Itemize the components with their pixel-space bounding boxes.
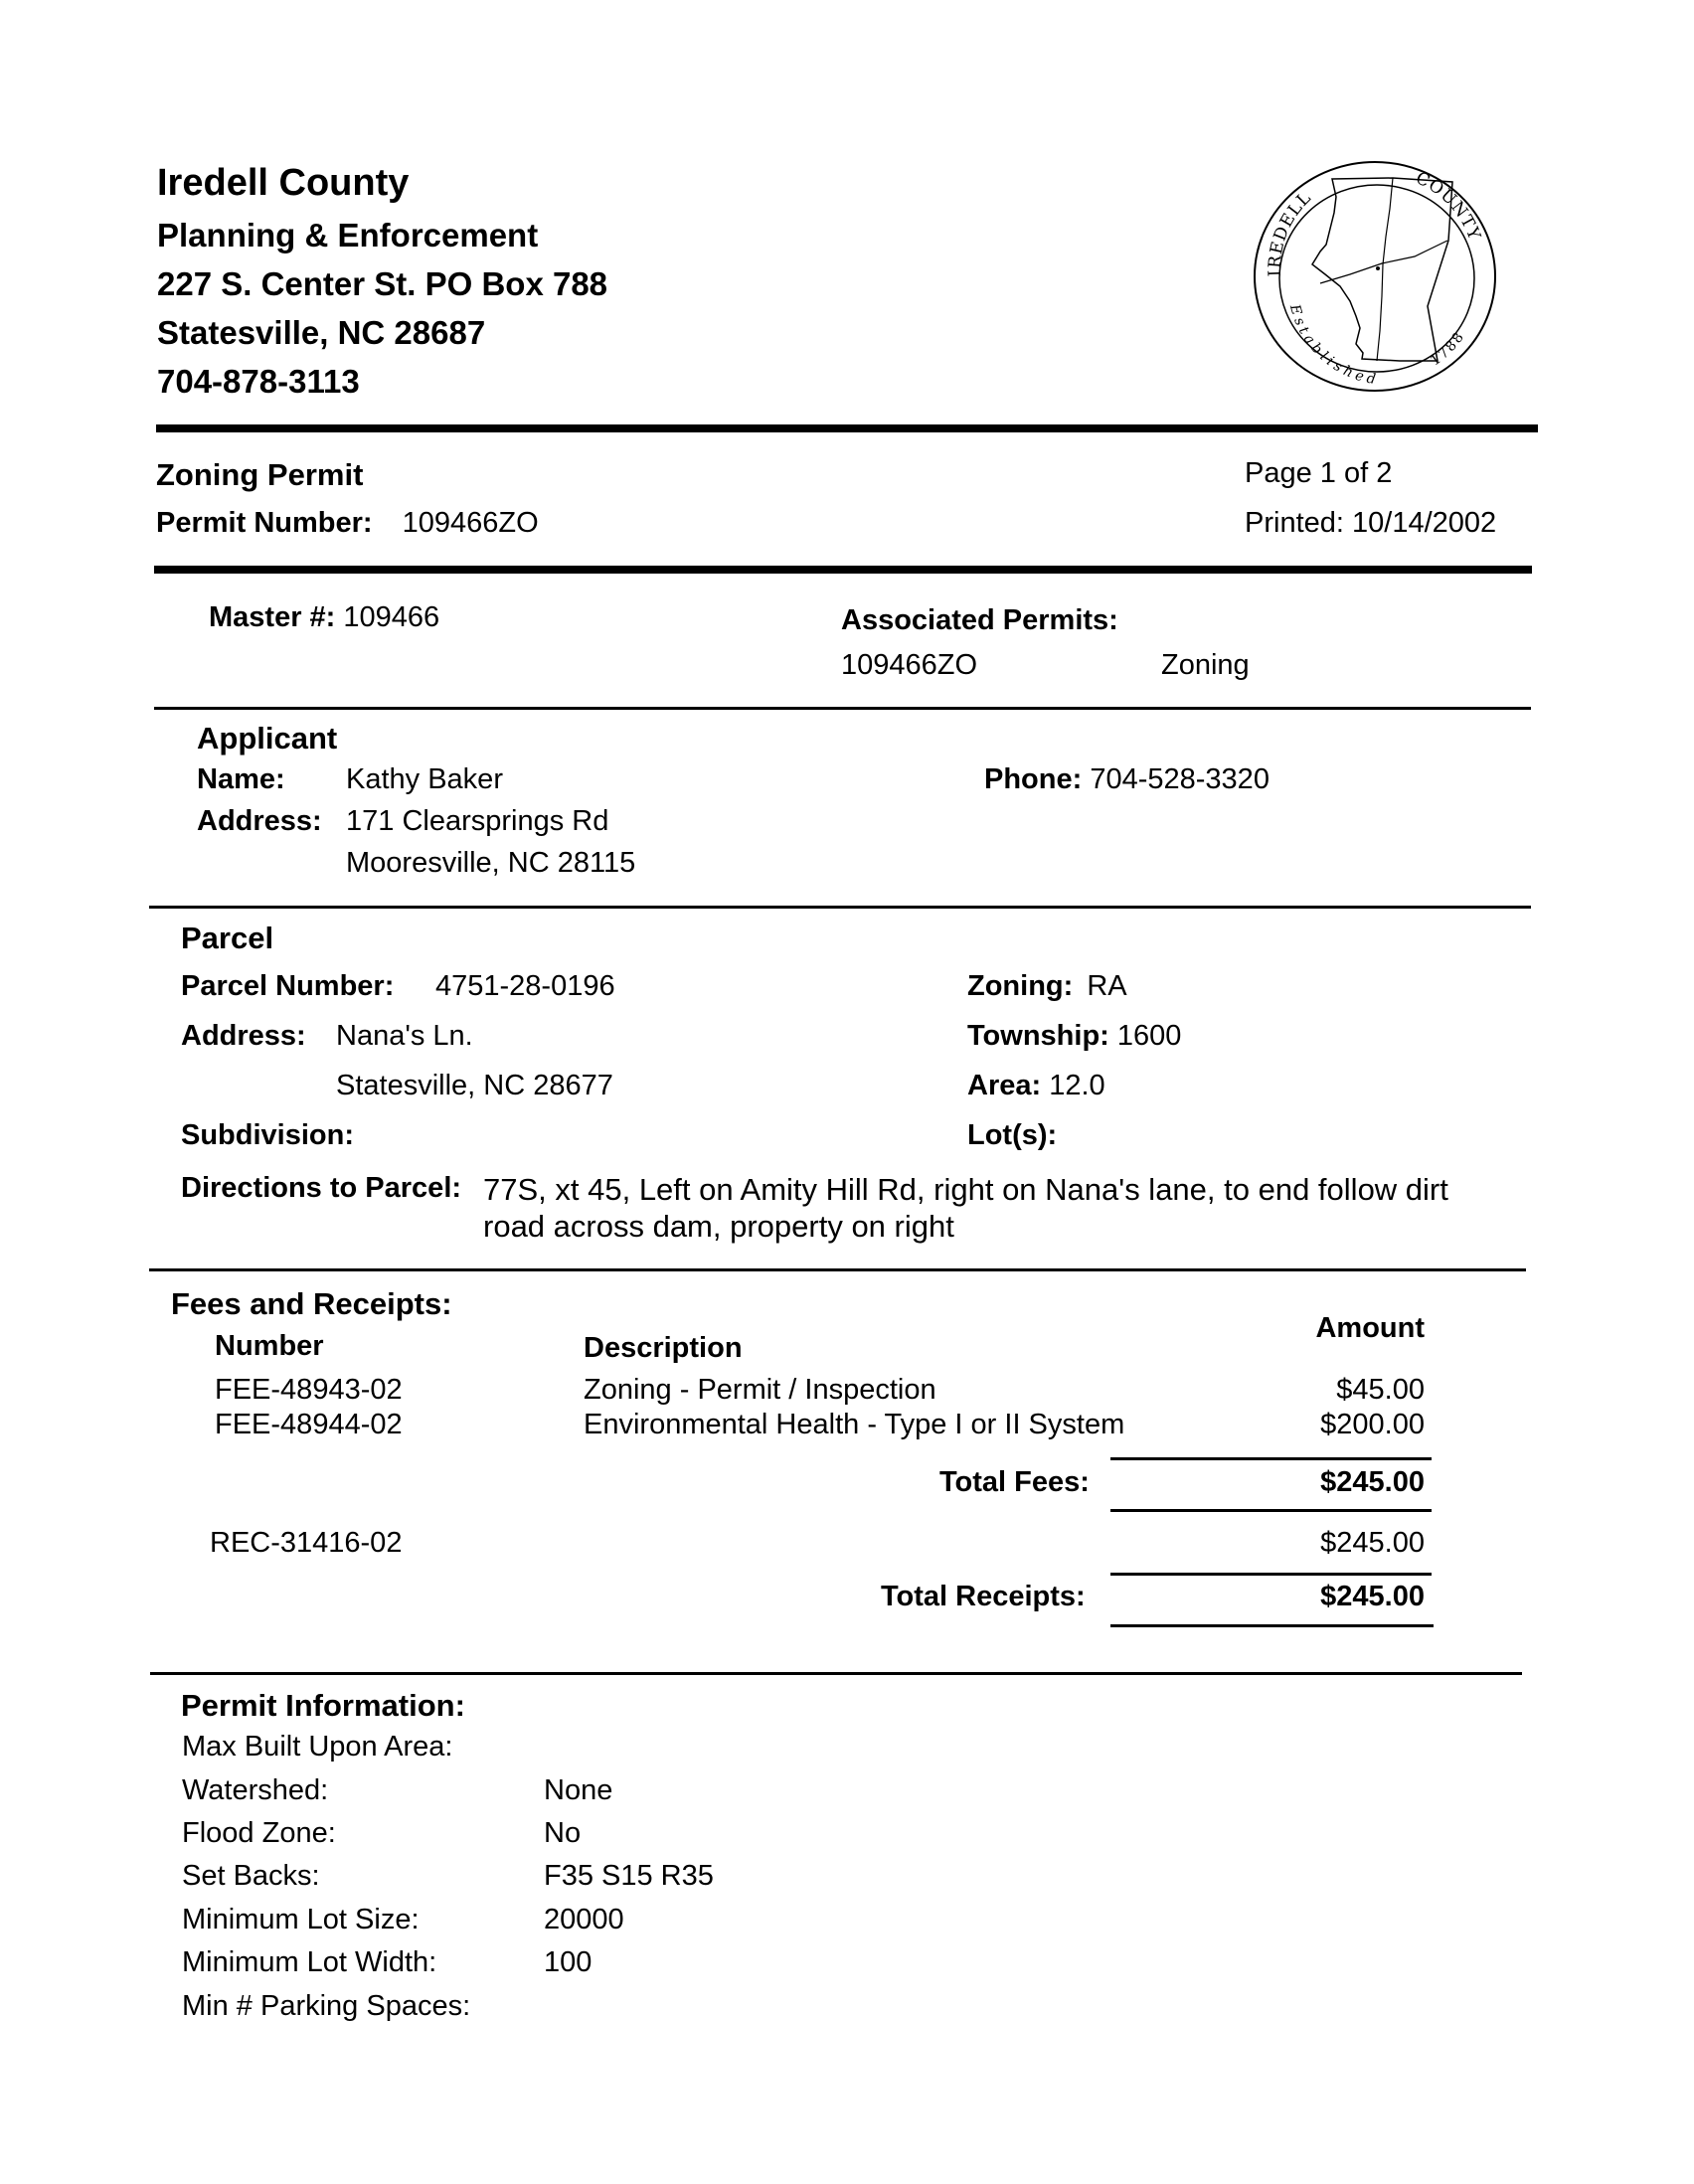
permit-number-label: Permit Number:: [156, 507, 373, 539]
svg-text:IREDELL: [1266, 188, 1316, 277]
associated-permits-label: Associated Permits:: [841, 604, 1118, 636]
fee-row-2-description: Environmental Health - Type I or II System: [584, 1409, 1125, 1440]
fee-row-2-amount: $200.00: [1320, 1409, 1425, 1440]
svg-text:Established: [1286, 302, 1381, 389]
master-label: Master #:: [209, 601, 336, 633]
permit-info-value-watershed: None: [544, 1774, 613, 1806]
township-row: [967, 1022, 1181, 1051]
fee-row-2-number: FEE-48944-02: [215, 1409, 403, 1440]
permit-info-label-max-built-upon-area: Max Built Upon Area:: [182, 1731, 453, 1763]
permit-info-value-min-lot-width: 100: [544, 1946, 593, 1978]
receipt-row-1-number: REC-31416-02: [210, 1527, 403, 1559]
county-seal-icon: [1251, 157, 1499, 396]
master-value: 109466: [343, 601, 440, 633]
township-value: 1600: [1116, 1020, 1182, 1052]
applicant-divider: [149, 906, 1531, 909]
total-fees-top-rule: [1110, 1457, 1432, 1460]
applicant-address-label: Address:: [197, 805, 322, 837]
permit-info-label-flood-zone: Flood Zone:: [182, 1817, 336, 1849]
fee-row-1-number: FEE-48943-02: [215, 1374, 403, 1406]
master-number-row: [209, 603, 439, 632]
area-row: [967, 1072, 1105, 1100]
seal-top-text: IREDELL: [1265, 187, 1316, 277]
applicant-phone: 704-528-3320: [1090, 763, 1270, 795]
receipt-row-1-amount: $245.00: [1320, 1527, 1425, 1559]
permit-info-value-min-lot-size: 20000: [544, 1904, 624, 1935]
org-name: Iredell County: [157, 162, 410, 204]
parcel-number-label: Parcel Number:: [181, 970, 395, 1002]
area-value: 12.0: [1049, 1070, 1105, 1101]
permit-info-label-min-parking-spaces: Min # Parking Spaces:: [182, 1990, 471, 2022]
org-address-line2: Statesville, NC 28687: [157, 314, 486, 351]
seal-right-text: COUNTY: [1412, 168, 1485, 244]
parcel-number: 4751-28-0196: [435, 970, 615, 1002]
applicant-address-line1: 171 Clearsprings Rd: [346, 805, 609, 837]
permit-info-label-min-lot-width: Minimum Lot Width:: [182, 1946, 437, 1978]
applicant-heading: Applicant: [197, 721, 338, 756]
fees-col-description: Description: [584, 1332, 743, 1364]
permit-info-heading: Permit Information:: [181, 1688, 465, 1723]
svg-text:1788: [1428, 328, 1468, 369]
parcel-address-line2: Statesville, NC 28677: [336, 1070, 613, 1101]
total-receipts-amount: $245.00: [1320, 1581, 1425, 1612]
seal-bottom-text: Established: [1285, 302, 1381, 389]
subdivision-label: Subdivision:: [181, 1119, 354, 1151]
associated-permit-type: Zoning: [1161, 649, 1250, 681]
fee-row-1-description: Zoning - Permit / Inspection: [584, 1374, 936, 1406]
permit-info-label-set-backs: Set Backs:: [182, 1860, 320, 1892]
applicant-phone-label: Phone:: [984, 763, 1083, 795]
zoning-value: RA: [1087, 970, 1127, 1002]
zoning-row: [967, 972, 1127, 1001]
header-divider: [156, 424, 1538, 432]
permit-number-value: 109466ZO: [402, 507, 539, 539]
parcel-heading: Parcel: [181, 921, 274, 955]
department-name: Planning & Enforcement: [157, 217, 539, 253]
page-indicator: Page 1 of 2: [1245, 457, 1393, 489]
area-label: Area:: [967, 1070, 1042, 1101]
total-receipts-top-rule: [1110, 1573, 1432, 1576]
applicant-address-line2: Mooresville, NC 28115: [346, 847, 636, 879]
township-label: Township:: [967, 1020, 1109, 1052]
total-fees-bottom-rule: [1110, 1509, 1432, 1512]
master-divider: [154, 707, 1531, 710]
seal-year: 1788: [1428, 328, 1468, 370]
permit-number-row: [156, 509, 539, 538]
permit-info-label-min-lot-size: Minimum Lot Size:: [182, 1904, 420, 1935]
applicant-name-label: Name:: [197, 763, 285, 795]
total-receipts-bottom-rule: [1110, 1624, 1434, 1627]
permit-info-label-watershed: Watershed:: [182, 1774, 329, 1806]
org-phone: 704-878-3113: [157, 363, 360, 400]
permit-divider: [154, 566, 1532, 574]
org-address-line1: 227 S. Center St. PO Box 788: [157, 265, 608, 302]
total-fees-amount: $245.00: [1320, 1466, 1425, 1498]
applicant-phone-row: [984, 765, 1270, 794]
fees-col-number: Number: [215, 1330, 324, 1362]
directions-line1: 77S, xt 45, Left on Amity Hill Rd, right on Nana's lane, to end follow dirt: [483, 1172, 1448, 1207]
fees-heading: Fees and Receipts:: [171, 1286, 452, 1321]
directions-label: Directions to Parcel:: [181, 1172, 462, 1204]
zoning-label: Zoning:: [967, 970, 1074, 1002]
fees-col-amount: Amount: [1315, 1312, 1425, 1344]
associated-permit-number: 109466ZO: [841, 649, 978, 681]
lots-label: Lot(s):: [967, 1119, 1058, 1151]
parcel-divider: [149, 1268, 1526, 1271]
fee-row-1-amount: $45.00: [1336, 1374, 1425, 1406]
permit-title: Zoning Permit: [156, 457, 364, 492]
printed-date: Printed: 10/14/2002: [1245, 507, 1497, 539]
permit-info-value-flood-zone: No: [544, 1817, 582, 1849]
parcel-address-label: Address:: [181, 1020, 306, 1052]
total-receipts-label: Total Receipts:: [881, 1581, 1086, 1612]
total-fees-label: Total Fees:: [939, 1466, 1090, 1498]
applicant-name: Kathy Baker: [346, 763, 503, 795]
fees-divider: [150, 1672, 1522, 1675]
lots-row: [967, 1121, 1057, 1150]
directions-line2: road across dam, property on right: [483, 1209, 954, 1244]
parcel-address-line1: Nana's Ln.: [336, 1020, 473, 1052]
permit-info-value-set-backs: F35 S15 R35: [544, 1860, 714, 1892]
